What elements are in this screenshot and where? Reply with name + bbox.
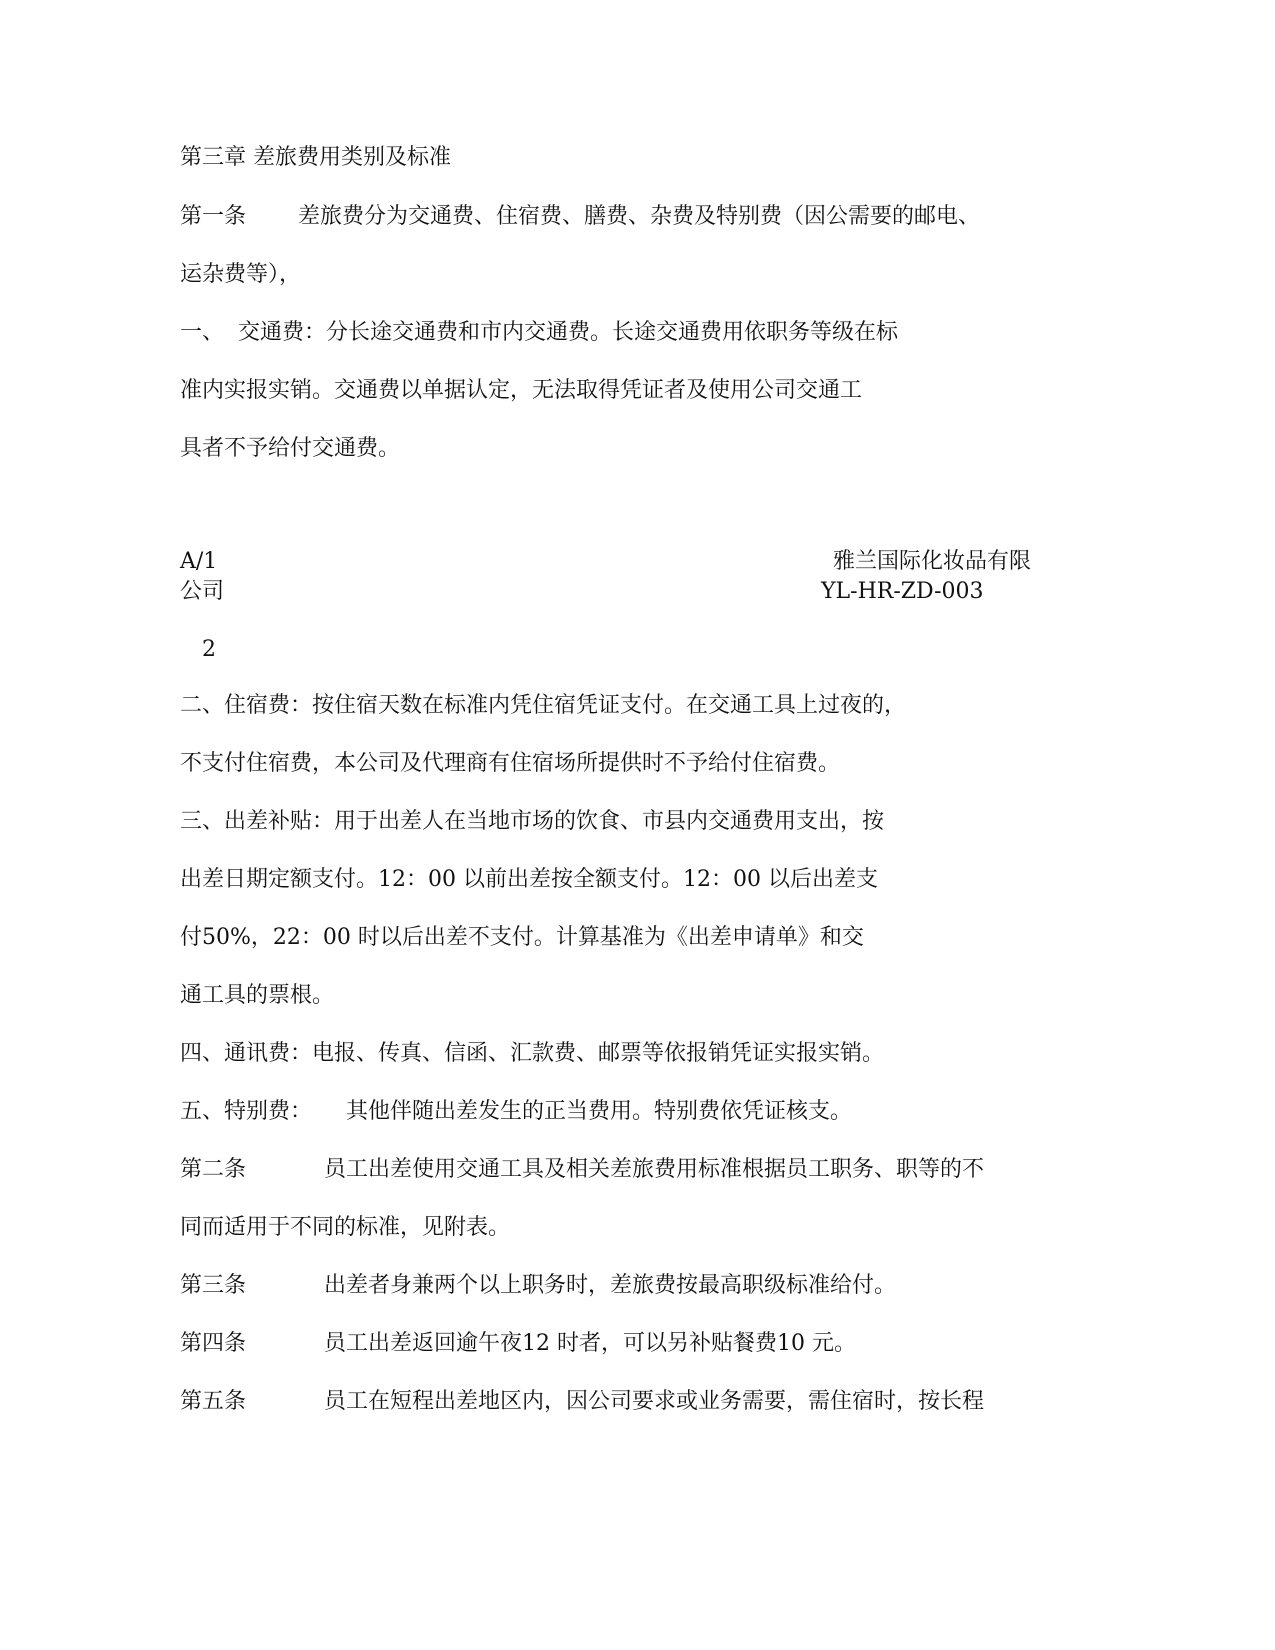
article-3-text-1: 出差者身兼两个以上职务时，差旅费按最高职级标准给付。 [324, 1273, 897, 1298]
article-2-line-1 [180, 1156, 984, 1184]
item-1-line-1 [180, 319, 898, 347]
article-1-line-1 [180, 203, 980, 231]
item-5-label: 五、特别费： [180, 1099, 313, 1124]
item-1-text-1: 交通费：分长途交通费和市内交通费。长途交通费用依职务等级在标 [238, 320, 899, 345]
item-2-text-2: 不支付住宿费，本公司及代理商有住宿场所提供时不予给付住宿费。 [180, 751, 841, 776]
item-3-text-1: 三、出差补贴：用于出差人在当地市场的饮食、市县内交通费用支出，按 [180, 809, 885, 834]
footer-company-name-a: 雅兰国际化妆品有限 [833, 549, 1032, 574]
article-4-label: 第四条 [180, 1331, 247, 1356]
item-3-text-2: 出差日期定额支付。12：00 以前出差按全额支付。12：00 以后出差支 [180, 867, 878, 892]
item-1-label: 一、 [180, 320, 225, 345]
article-3-label: 第三条 [180, 1273, 247, 1298]
item-2-text-1: 二、住宿费：按住宿天数在标准内凭住宿凭证支付。在交通工具上过夜的， [180, 693, 907, 718]
footer-company-name-b: 公司 [180, 579, 225, 604]
footer-page-number: 2 [202, 637, 216, 662]
article-2-text-1: 员工出差使用交通工具及相关差旅费用标准根据员工职务、职等的不 [324, 1157, 985, 1182]
item-5-line-1 [180, 1098, 852, 1126]
article-3-line-1 [180, 1272, 896, 1300]
item-3-text-3: 付50%，22：00 时以后出差不支付。计算基准为《出差申请单》和交 [180, 925, 864, 950]
article-5-text-1: 员工在短程出差地区内，因公司要求或业务需要，需住宿时，按长程 [324, 1389, 985, 1414]
article-1-text-1: 差旅费分为交通费、住宿费、膳费、杂费及特别费（因公需要的邮电、 [298, 204, 981, 229]
article-1-label: 第一条 [180, 204, 247, 229]
item-5-text-1: 其他伴随出差发生的正当费用。特别费依凭证核支。 [346, 1099, 853, 1124]
item-1-text-3: 具者不予给付交通费。 [180, 436, 401, 461]
article-2-text-2: 同而适用于不同的标准，见附表。 [180, 1215, 511, 1240]
footer-page-ref: A/1 [180, 549, 218, 574]
item-1-text-2: 准内实报实销。交通费以单据认定，无法取得凭证者及使用公司交通工 [180, 378, 863, 403]
article-2-label: 第二条 [180, 1157, 247, 1182]
footer-doc-code: YL-HR-ZD-003 [821, 579, 984, 604]
article-1-text-2: 运杂费等）， [180, 262, 302, 287]
article-5-label: 第五条 [180, 1389, 247, 1414]
article-4-line-1 [180, 1330, 856, 1358]
item-3-text-4: 通工具的票根。 [180, 983, 335, 1008]
item-4-text-1: 四、通讯费：电报、传真、信函、汇款费、邮票等依报销凭证实报实销。 [180, 1041, 885, 1066]
chapter-title: 第三章 差旅费用类别及标准 [180, 145, 451, 170]
article-5-line-1 [180, 1388, 984, 1416]
article-4-text-1: 员工出差返回逾午夜12 时者，可以另补贴餐费10 元。 [324, 1331, 856, 1356]
